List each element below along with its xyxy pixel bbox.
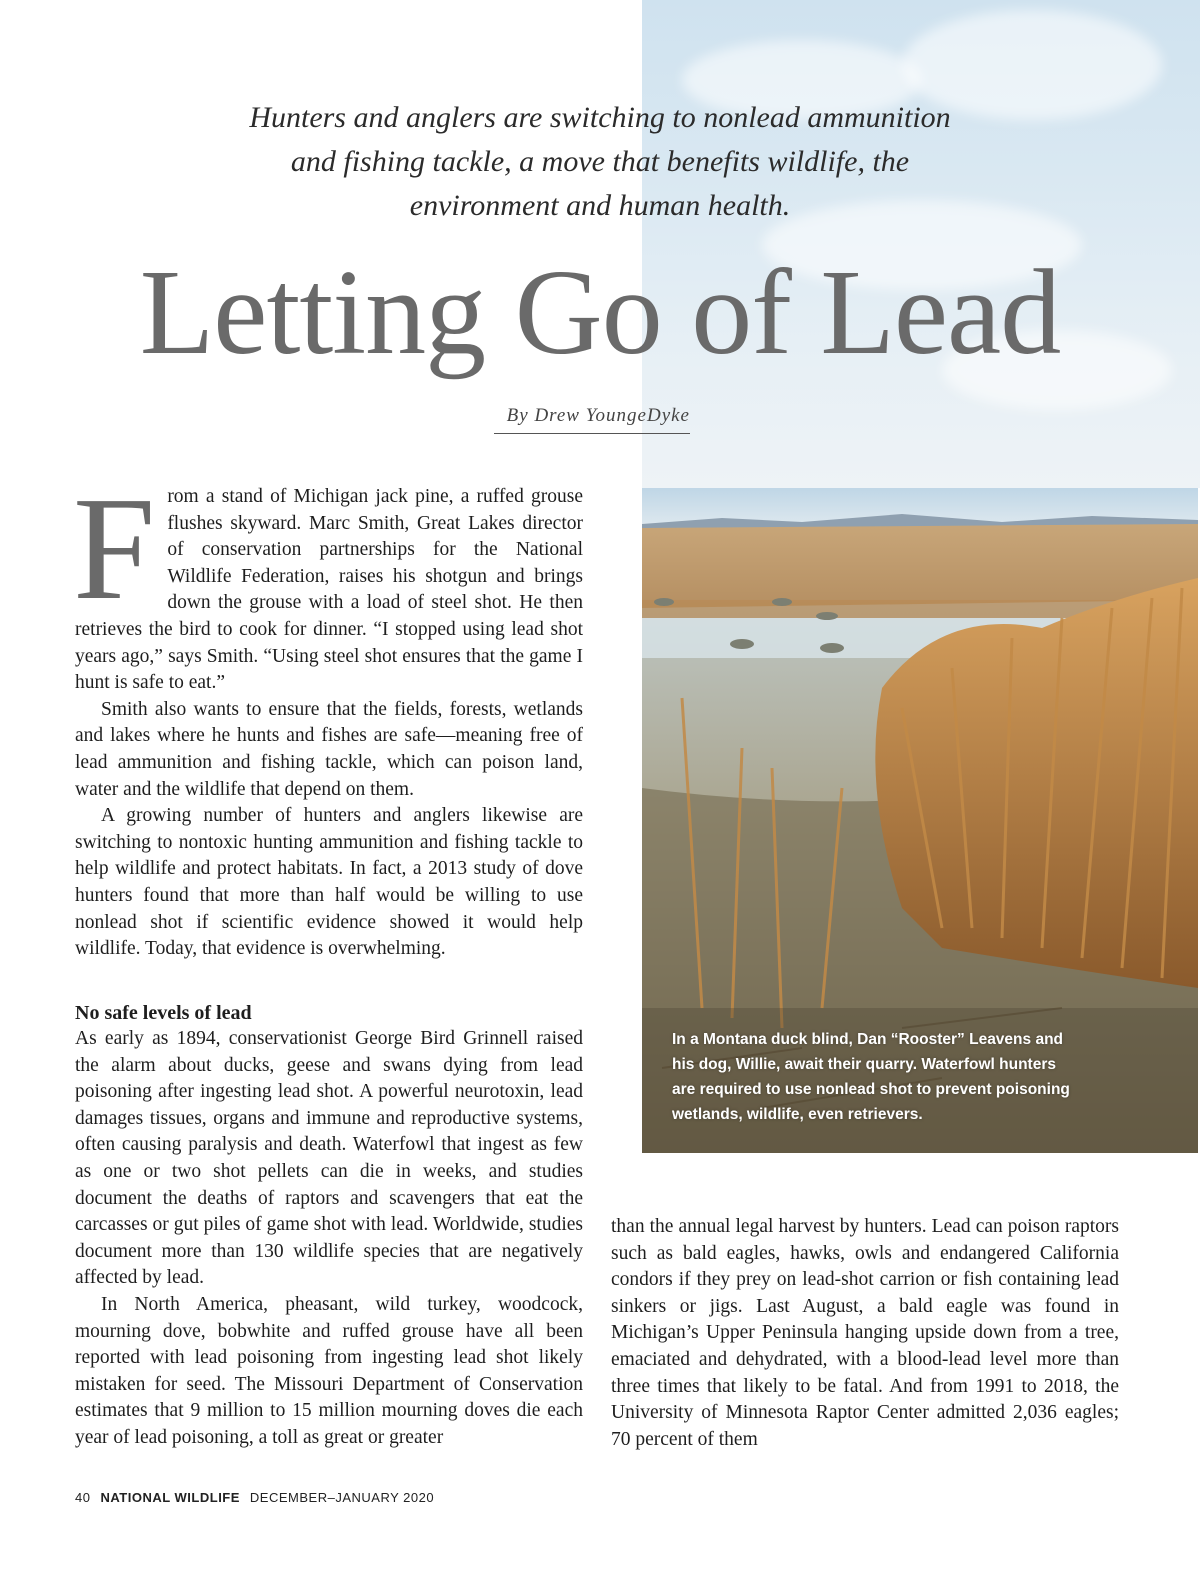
body-column-2: [75, 1000, 583, 1452]
page-footer: [75, 1490, 444, 1505]
magazine-name: NATIONAL WILDLIFE: [100, 1490, 240, 1505]
section-subhead: No safe levels of lead: [75, 1002, 252, 1024]
article-deck: Hunters and anglers are switching to nonlead ammunition and fishing tackle, a move that benefits wildlife, the environment and human health.: [249, 101, 951, 222]
body-paragraph-5: In North America, pheasant, wild turkey, woodcock, mourning dove, bobwhite and ruffed grouse have all been reported with lead poisoning from ingesting lead shot likely mistaken for seed. The Missouri Department of Conservation estimates that 9 million to 15 million mourning doves die each year of lead poisoning, a toll as great or greater: [75, 1293, 583, 1448]
body-paragraph-6: than the annual legal harvest by hunters. Lead can poison raptors such as bald eagles, hawks, owls and endangered California condors if they prey on lead-shot carrion or fish containing lead sinkers or jigs. Last August, a bald eagle was found in Michigan’s Upper Peninsula hanging upside down from a tree, emaciated and dehydrated, with a blood-lead level more than three times that likely to be fatal. And from 1991 to 2018, the University of Minnesota Raptor Center admitted 2,036 eagles; 70 percent of them: [611, 1216, 1119, 1450]
body-paragraph-4: As early as 1894, conservationist George Bird Grinnell raised the alarm about ducks, geese and swans dying from lead poisoning after ingesting lead shot. A powerful neurotoxin, lead damages tissues, organs and immune and reproductive systems, often causing paralysis and death. Waterfowl that ingest as few as one or two shot pellets can die in weeks, and studies document the deaths of raptors and scavengers that eat the carcasses or gut piles of game shot with lead. Worldwide, studies document more than 130 wildlife species that are negatively affected by lead.: [75, 1028, 583, 1289]
body-column-1: [73, 467, 583, 963]
article-headline: Letting Go of Lead: [139, 245, 1061, 380]
body-column-3: [611, 1214, 1119, 1453]
drop-cap: F: [73, 467, 156, 631]
body-paragraph-2: Smith also wants to ensure that the fields, forests, wetlands and lakes where he hunts and fishes are safe—meaning free of lead ammunition and fishing tackle, which can poison land, water and the wildlife that depend on them.: [75, 698, 583, 800]
issue-date: DECEMBER–JANUARY 2020: [249, 1490, 435, 1505]
body-paragraph-3: A growing number of hunters and anglers likewise are switching to nontoxic hunting ammunition and fishing tackle to help wildlife and protect habitats. In fact, a 2013 study of dove hunters found that more than half would be willing to use nonlead shot if scientific evidence showed it would help wildlife. Today, that evidence is overwhelming.: [75, 805, 583, 960]
body-paragraph-1: rom a stand of Michigan jack pine, a ruffed grouse flushes skyward. Marc Smith, Great Lakes director of conservation partnerships for the National Wildlife Federation, raises his shotgun and brings down the grouse with a load of steel shot. He then retrieves the bird to cook for dinner. “I stopped using lead shot years ago,” says Smith. “Using steel shot ensures that the game I hunt is safe to eat.”: [75, 486, 583, 694]
page-number: 40: [75, 1490, 91, 1505]
article-byline: By Drew YoungeDyke: [494, 405, 690, 434]
photo-caption: In a Montana duck blind, Dan “Rooster” Leavens and his dog, Willie, await their quarry. Waterfowl hunters are required to use nonlead shot to prevent poisoning wetlands, wildlife, even retrievers.: [672, 1031, 1070, 1123]
